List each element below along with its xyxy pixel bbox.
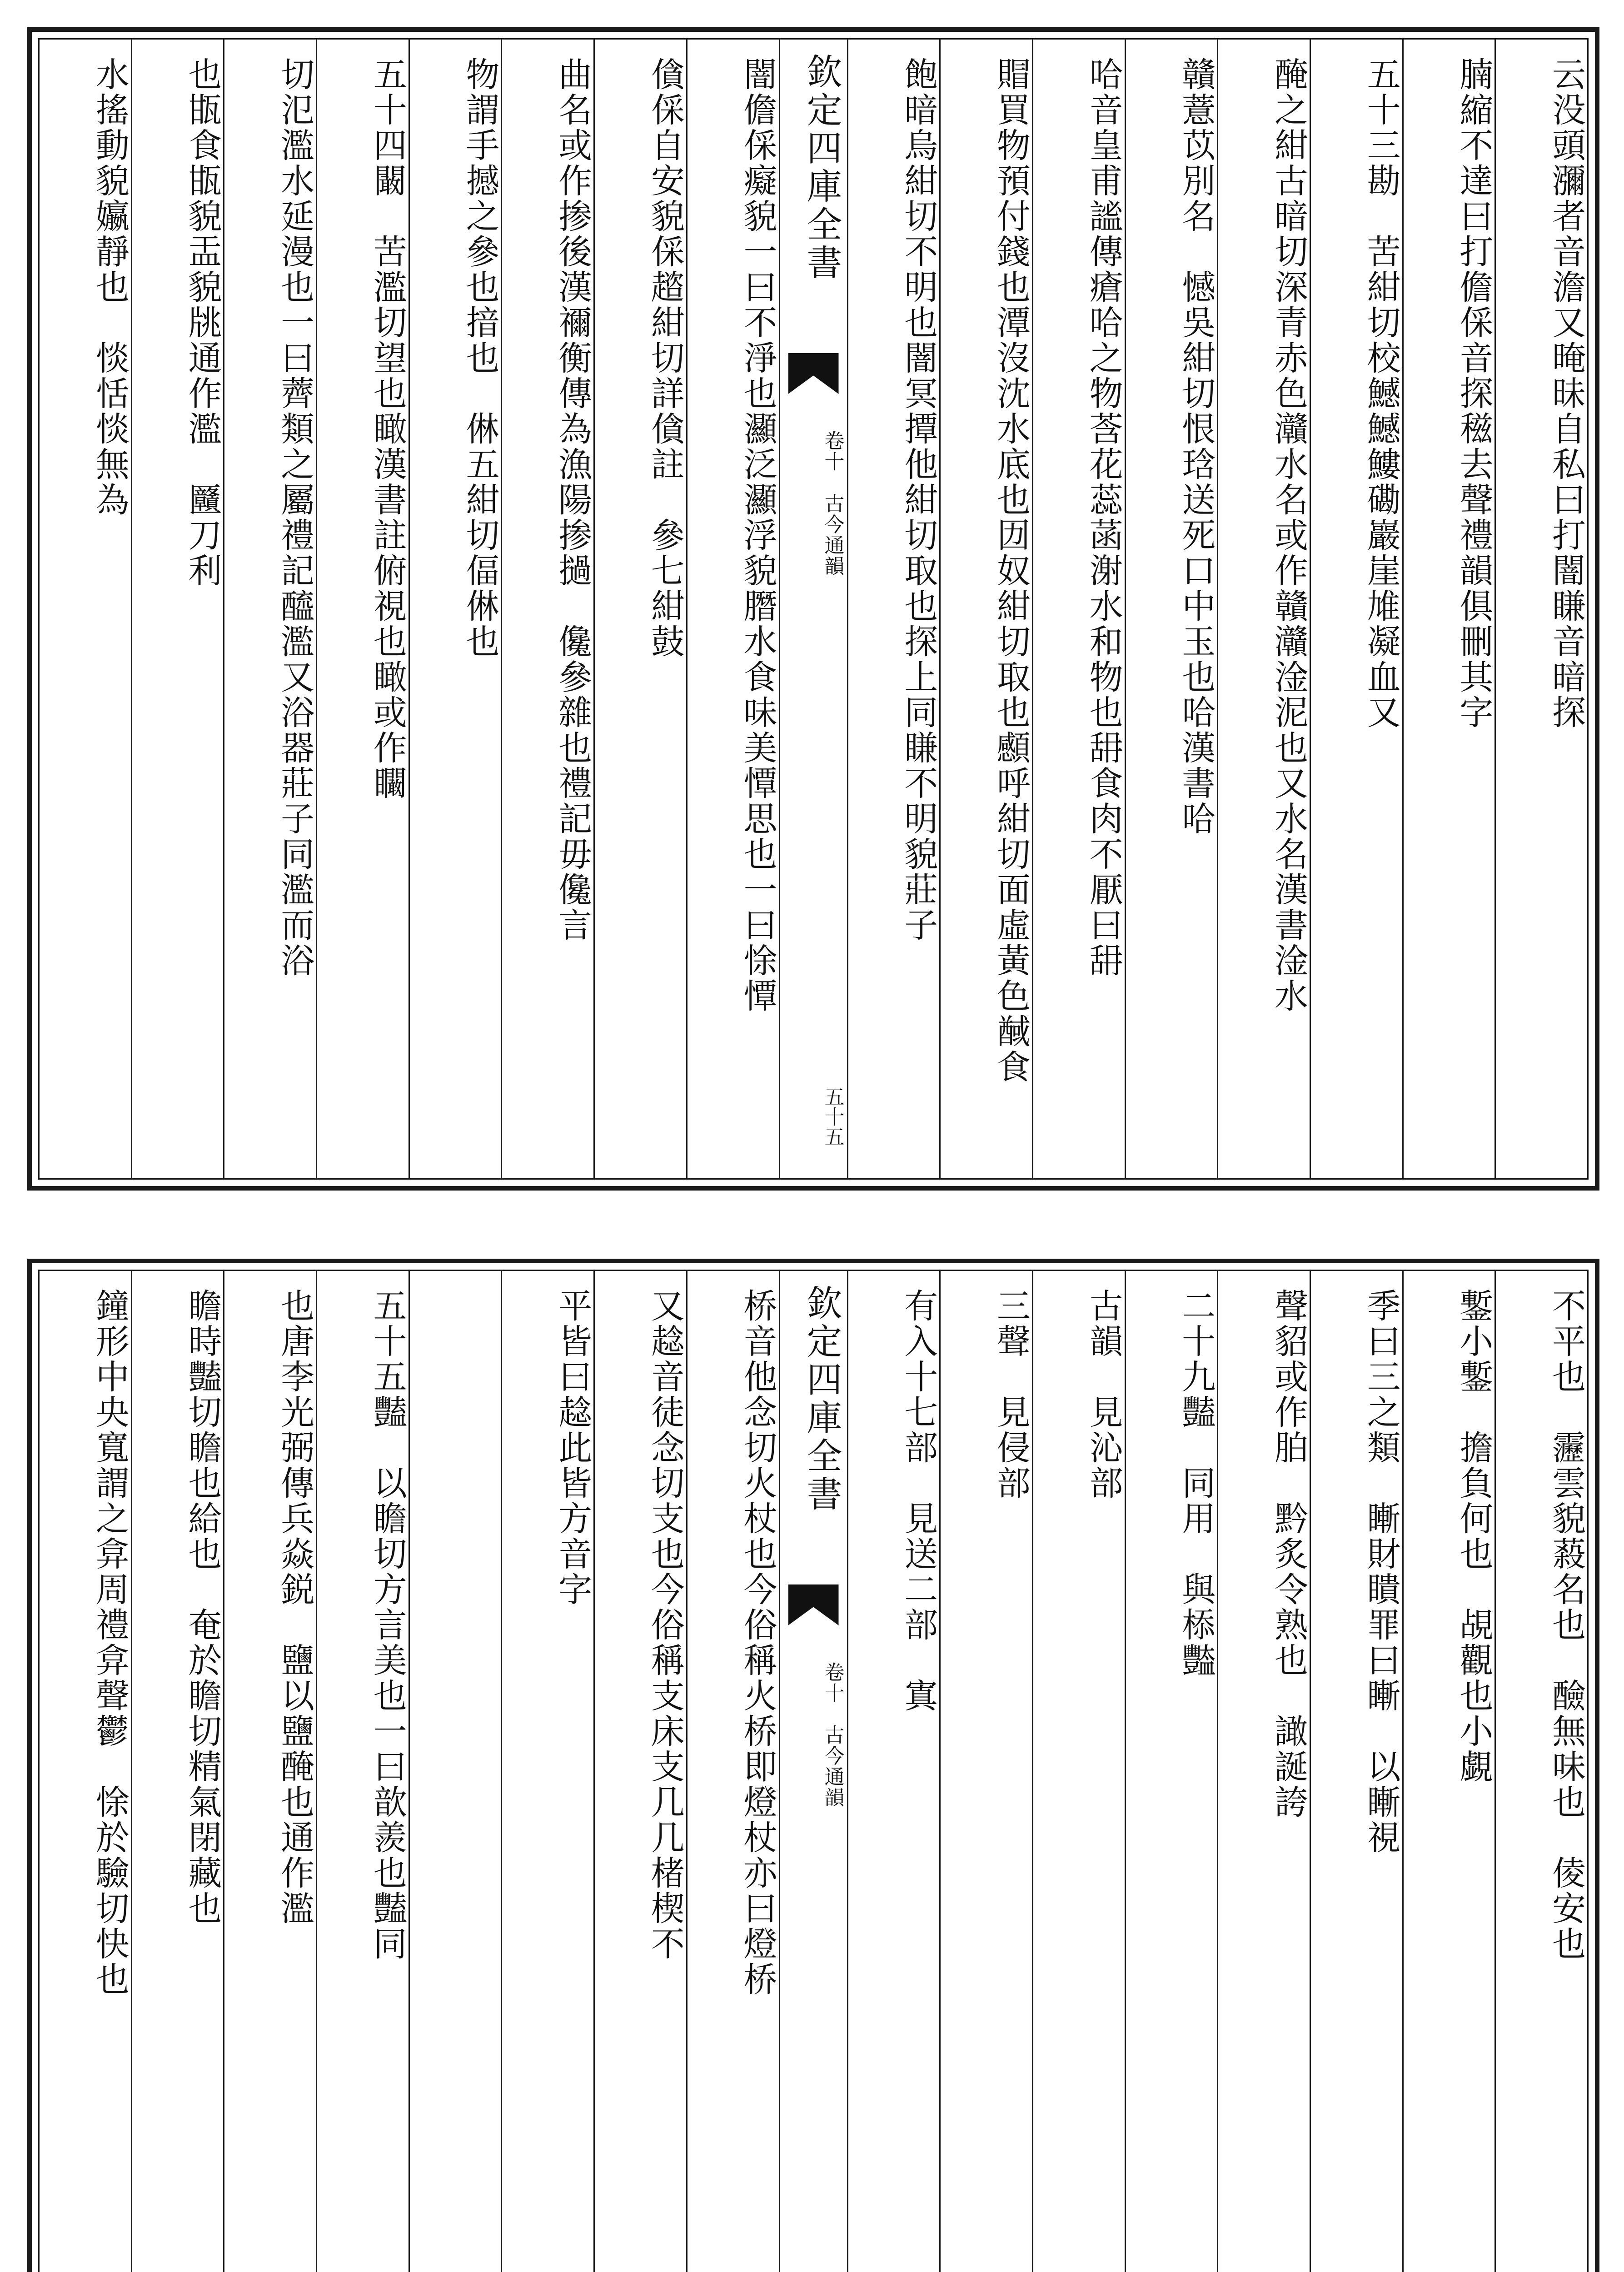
text-column: 有入十七部 見送二部 寘: [847, 1271, 940, 2272]
volume-label: 卷十 古今通韻: [821, 430, 844, 577]
text-column: 五十三勘 苦紺切校鱤鱤䱾磡巖崖䧱凝血又: [1310, 40, 1402, 1178]
center-fold-column: [779, 1271, 847, 2272]
volume-label: 卷十 古今通韻: [821, 1662, 844, 1808]
text-column: 云没頭瀰者音澹又晻昧自私曰打闇䁠音暗探: [1494, 40, 1587, 1178]
text-column: 二十九豔 同用 與㮇豓: [1125, 1271, 1217, 2272]
fish-tail-mark: [788, 353, 839, 394]
text-column: 哈音皇甫謐傳瘡哈之物莟花蕊菡㴬水和物也䑙食肉不厭曰䑙: [1032, 40, 1125, 1178]
text-column: 賵買物預付錢也潭沒沈水底也㘞奴紺切取也䫲呼紺切面虛黃色䤋食: [939, 40, 1032, 1178]
book-title: 欽定四庫全書: [801, 1285, 842, 1514]
bottom-page-frame: [38, 1270, 1589, 2272]
book-title: 欽定四庫全書: [801, 53, 842, 282]
text-column: 闇儋倸癡貌一曰不淨也灦泛灦浮貌䐶水食味美憛思也一曰悇憛: [686, 40, 779, 1178]
folio-number: 五十五: [821, 1086, 844, 1146]
text-column: 鏨小鏨 擔負何也 覘觀也小覷: [1402, 1271, 1495, 2272]
text-column: 五十四闞 苦濫切望也瞰漢書註俯視也瞰或作矙: [316, 40, 408, 1178]
text-column: 平皆曰趝此皆方音字: [501, 1271, 593, 2272]
top-page-columns: [40, 40, 1587, 1178]
text-column: 飽暗烏紺切不明也闇冥撢他紺切取也探上同䁠不明貌莊子: [847, 40, 940, 1178]
top-page-frame: [38, 38, 1589, 1180]
text-column: 腩縮不達曰打儋倸音探稵去聲禮韻俱刪其字: [1402, 40, 1495, 1178]
text-column: 三聲 見侵部: [939, 1271, 1032, 2272]
text-column: [408, 1271, 501, 2272]
text-column: 物謂手撼之參也揞也 㑣五紺切偪㑣也: [408, 40, 501, 1178]
fish-tail-mark: [788, 1584, 839, 1625]
text-column: 曲名或作掺後漢禰衡傳為漁陽掺撾 儳參雜也禮記毋儳言: [501, 40, 593, 1178]
text-column: 醃之紺古暗切深青赤色灨水名或作贛灨淦泥也又水名漢書淦水: [1217, 40, 1310, 1178]
text-column: 不平也 靋雲貌蔱名也 醶無味也 倰安也: [1494, 1271, 1587, 2272]
text-column: 季曰三之類 䁪財瞶罪曰䁪 以䁪視: [1310, 1271, 1402, 2272]
text-column: 聲貂或作胉 黔炙令熟也 譀誕誇: [1217, 1271, 1310, 2272]
text-column: 桥音他念切火杖也今俗稱火桥即燈杖亦曰燈桥: [686, 1271, 779, 2272]
text-column: 贛薏苡別名 憾吳紺切恨琀送死口中玉也哈漢書哈: [1125, 40, 1217, 1178]
bottom-page-columns: [40, 1271, 1587, 2272]
text-column: 鐘形中央寬謂之弇周禮弇聲鬱 悇於驗切快也: [90, 1288, 130, 1997]
text-column: 也唐李光弼傳兵焱鋭 鹽以鹽醃也通作濫: [223, 1271, 316, 2272]
text-column: 瞻時豔切瞻也給也 奄於瞻切精氣閉藏也: [131, 1271, 224, 2272]
top-page: [27, 27, 1599, 1191]
center-fold-column: [779, 40, 847, 1178]
text-column: 切氾濫水延漫也一曰薺類之屬禮記醯濫又浴器莊子同濫而浴: [223, 40, 316, 1178]
text-column: 古韻 見沁部: [1032, 1271, 1125, 2272]
text-column: 水搖動貌㜲靜也 惔恬惔無為: [90, 57, 130, 518]
text-column: 又趝音徒念切支也今俗稱支床支几几楮楔不: [593, 1271, 686, 2272]
text-column: 僋倸自安貌倸趦紺切詳僋註 參七紺鼓: [593, 40, 686, 1178]
text-column: 五十五豔 以瞻切方言美也一曰歆羨也豔同: [316, 1271, 408, 2272]
bottom-page: [27, 1259, 1599, 2272]
text-column: 也㽍食㽍貌㿻貌㸠通作濫 㔶刀利: [131, 40, 224, 1178]
